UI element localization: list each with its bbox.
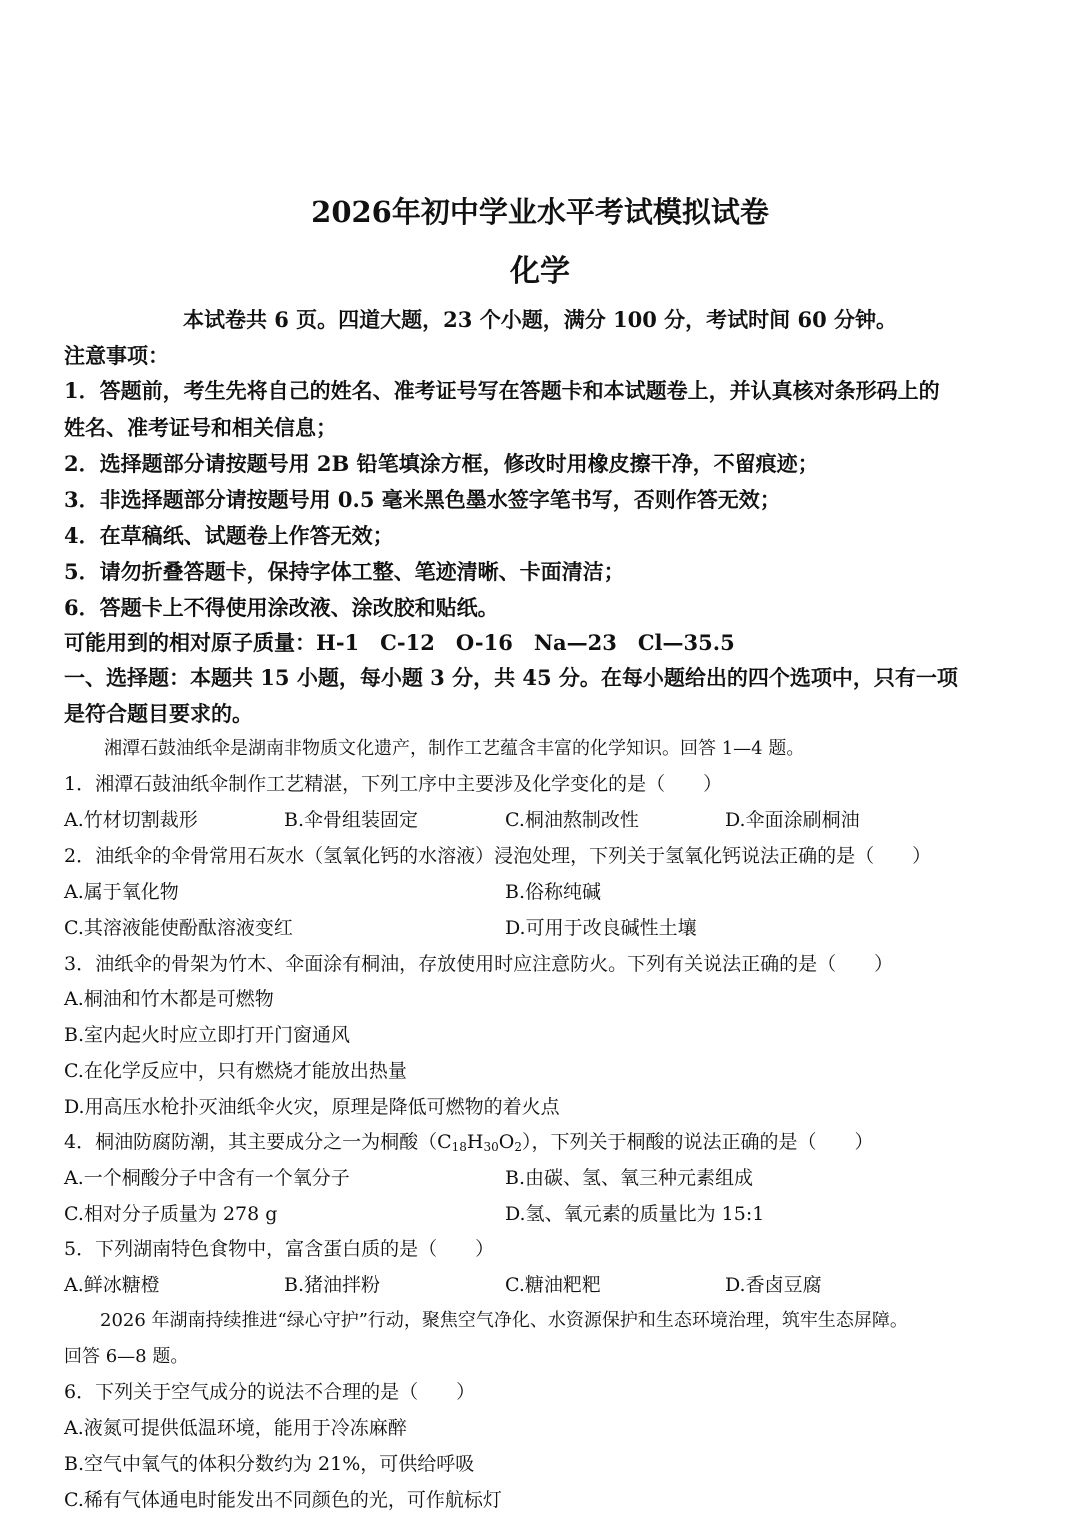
question-1-stem: 1．湘潭石鼓油纸伞制作工艺精湛，下列工序中主要涉及化学变化的是（ ） bbox=[64, 773, 723, 795]
question-3-option-a: A.桐油和竹木都是可燃物 bbox=[64, 988, 274, 1010]
question-3-option-d: D.用高压水枪扑灭油纸伞火灾，原理是降低可燃物的着火点 bbox=[64, 1096, 560, 1118]
question-6-option-c: C.稀有气体通电时能发出不同颜色的光，可作航标灯 bbox=[64, 1489, 502, 1511]
question-5-stem: 5．下列湖南特色食物中，富含蛋白质的是（ ） bbox=[64, 1238, 495, 1260]
passage-intro-2-line-1: 2026 年湖南持续推进“绿心守护”行动，聚焦空气净化、水资源保护和生态环境治理，筑牢生态屏障。 bbox=[100, 1310, 908, 1331]
question-1-option-c: C.桐油熬制改性 bbox=[505, 809, 639, 831]
question-2-option-c: C.其溶液能使酚酞溶液变红 bbox=[64, 917, 293, 939]
passage-intro-1: 湘潭石鼓油纸伞是湖南非物质文化遗产，制作工艺蕴含丰富的化学知识。回答 1—4 题。 bbox=[104, 738, 805, 759]
question-2-stem: 2．油纸伞的伞骨常用石灰水（氢氧化钙的水溶液）浸泡处理，下列关于氢氧化钙说法正确的是（ ） bbox=[64, 845, 932, 867]
notice-item-5: 5．请勿折叠答题卡，保持字体工整、笔迹清晰、卡面清洁； bbox=[64, 559, 625, 584]
question-3-stem: 3．油纸伞的骨架为竹木、伞面涂有桐油，存放使用时应注意防火。下列有关说法正确的是（ ） bbox=[64, 953, 894, 975]
question-5-option-c: C.糖油粑粑 bbox=[505, 1274, 601, 1296]
notice-item-4: 4．在草稿纸、试题卷上作答无效； bbox=[64, 523, 394, 548]
question-1-option-a: A.竹材切割裁形 bbox=[64, 809, 198, 831]
exam-summary: 本试卷共 6 页。四道大题，23 个小题，满分 100 分，考试时间 60 分钟。 bbox=[182, 307, 898, 332]
question-4-option-a: A.一个桐酸分子中含有一个氧分子 bbox=[64, 1167, 350, 1189]
section-1-heading-line-1: 一、选择题：本题共 15 小题，每小题 3 分，共 45 分。在每小题给出的四个选项中，只有一项 bbox=[64, 665, 958, 690]
atomic-mass-list: 可能用到的相对原子质量：H-1 C-12 O-16 Na—23 Cl—35.5 bbox=[64, 630, 735, 655]
subject-title: 化学 bbox=[510, 254, 570, 289]
notice-item-1-line-2: 姓名、准考证号和相关信息； bbox=[64, 415, 337, 440]
notice-item-3: 3．非选择题部分请按题号用 0.5 毫米黑色墨水签字笔书写，否则作答无效； bbox=[64, 487, 781, 512]
question-5-option-d: D.香卤豆腐 bbox=[725, 1274, 822, 1296]
question-4-option-d: D.氢、氧元素的质量比为 15:1 bbox=[505, 1203, 765, 1225]
passage-intro-2-line-2: 回答 6—8 题。 bbox=[64, 1346, 189, 1367]
question-3-option-b: B.室内起火时应立即打开门窗通风 bbox=[64, 1024, 351, 1046]
question-6-option-a: A.液氮可提供低温环境，能用于冷冻麻醉 bbox=[64, 1417, 407, 1439]
exam-title: 2026年初中学业水平考试模拟试卷 bbox=[311, 195, 769, 229]
notice-item-1-line-1: 1．答题前，考生先将自己的姓名、准考证号写在答题卡和本试题卷上，并认真核对条形码上的 bbox=[64, 378, 940, 403]
question-6-stem: 6．下列关于空气成分的说法不合理的是（ ） bbox=[64, 1381, 476, 1403]
notice-heading: 注意事项： bbox=[64, 343, 169, 368]
section-1-heading-line-2: 是符合题目要求的。 bbox=[64, 701, 253, 726]
notice-item-2: 2．选择题部分请按题号用 2B 铅笔填涂方框，修改时用橡皮擦干净，不留痕迹； bbox=[64, 451, 819, 476]
question-5-option-b: B.猪油拌粉 bbox=[284, 1274, 381, 1296]
question-3-option-c: C.在化学反应中，只有燃烧才能放出热量 bbox=[64, 1060, 407, 1082]
question-1-option-b: B.伞骨组装固定 bbox=[284, 809, 419, 831]
question-2-option-b: B.俗称纯碱 bbox=[505, 881, 602, 903]
question-4-option-b: B.由碳、氢、氧三种元素组成 bbox=[505, 1167, 754, 1189]
question-2-option-d: D.可用于改良碱性土壤 bbox=[505, 917, 697, 939]
question-4-stem: 4．桐油防腐防潮，其主要成分之一为桐酸$(C_{18}H_{30}O_2)$，下列关于桐酸的说法正确的是（ ） bbox=[64, 1131, 874, 1154]
question-6-option-b: B.空气中氧气的体积分数约为 21%，可供给呼吸 bbox=[64, 1453, 475, 1475]
question-5-option-a: A.鲜冰糖橙 bbox=[64, 1274, 160, 1296]
question-1-option-d: D.伞面涂刷桐油 bbox=[725, 809, 860, 831]
question-4-option-c: C.相对分子质量为 278 g bbox=[64, 1203, 278, 1225]
question-2-option-a: A.属于氧化物 bbox=[64, 881, 179, 903]
notice-item-6: 6．答题卡上不得使用涂改液、涂改胶和贴纸。 bbox=[64, 595, 499, 620]
